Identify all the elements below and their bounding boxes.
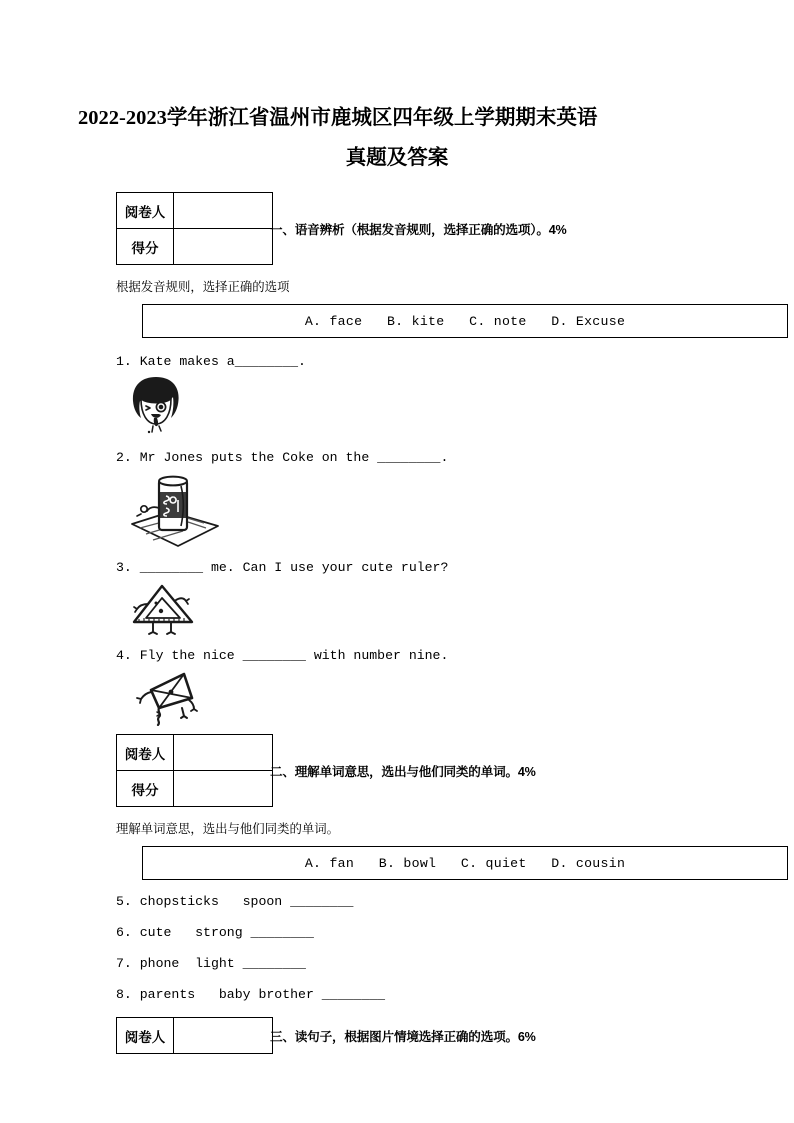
score-value-1[interactable] — [174, 229, 273, 265]
section-heading-3: 三、读句子，根据图片情境选择正确的选项。6% — [270, 1029, 536, 1044]
reviewer-label-3: 阅卷人 — [117, 1018, 174, 1054]
question-8-text: parents baby brother ________ — [139, 987, 386, 1002]
score-label-1: 得分 — [117, 229, 174, 265]
question-4-number: 4. — [116, 648, 132, 663]
options-box-1 — [142, 304, 788, 338]
question-8 — [0, 985, 794, 1005]
coke-can-on-note-icon — [126, 470, 222, 554]
question-1 — [0, 352, 794, 372]
girl-face-silly-icon — [126, 374, 186, 436]
question-3-image — [0, 580, 794, 646]
section-heading-2: 二、理解单词意思，选出与他们同类的单词。4% — [270, 764, 536, 779]
question-7-number: 7. — [116, 956, 132, 971]
question-7-text: phone light ________ — [139, 956, 306, 971]
score-value-2[interactable] — [174, 771, 273, 807]
table-row — [117, 771, 273, 807]
question-6 — [0, 923, 794, 943]
question-2-image — [0, 470, 794, 558]
page-title-line-1: 2022-2023学年浙江省温州市鹿城区四年级上学期期末英语 — [78, 107, 598, 129]
question-6-number: 6. — [116, 925, 132, 940]
reviewer-label-2: 阅卷人 — [117, 735, 174, 771]
grader-table-3 — [116, 1017, 273, 1054]
section-header-3 — [0, 1017, 794, 1053]
question-5 — [0, 892, 794, 912]
options-box-2 — [142, 846, 788, 880]
question-list-2 — [0, 892, 794, 1005]
options-text-2: A. fan B. bowl C. quiet D. cousin — [304, 855, 626, 871]
reviewer-value-2[interactable] — [174, 735, 273, 771]
kite-character-icon — [126, 668, 204, 726]
question-4-image — [0, 668, 794, 730]
question-3-number: 3. — [116, 560, 132, 575]
question-3-text: ________ me. Can I use your cute ruler? — [139, 560, 449, 575]
question-3 — [0, 558, 794, 578]
question-5-number: 5. — [116, 894, 132, 909]
section-instruction-2: 理解单词意思，选出与他们同类的单词。 — [116, 822, 340, 836]
section-header-2 — [0, 734, 794, 806]
reviewer-value-1[interactable] — [174, 193, 273, 229]
question-7 — [0, 954, 794, 974]
page-title — [0, 0, 794, 178]
question-4-text: Fly the nice ________ with number nine. — [139, 648, 449, 663]
question-1-text: Kate makes a________. — [139, 354, 306, 369]
section-heading-1: 一、语音辨析（根据发音规则，选择正确的选项）。4% — [270, 222, 567, 237]
grader-table-1 — [116, 192, 273, 265]
section-header-1 — [0, 192, 794, 264]
question-1-image — [0, 374, 794, 448]
table-row — [117, 1018, 273, 1054]
reviewer-label-1: 阅卷人 — [117, 193, 174, 229]
table-row — [117, 229, 273, 265]
score-label-2: 得分 — [117, 771, 174, 807]
triangle-ruler-character-icon — [126, 580, 198, 638]
page-title-line-2: 真题及答案 — [345, 147, 449, 169]
grader-table-2 — [116, 734, 273, 807]
table-row — [117, 193, 273, 229]
options-text-1: A. face B. kite C. note D. Excuse — [304, 313, 626, 329]
question-5-text: chopsticks spoon ________ — [139, 894, 354, 909]
reviewer-value-3[interactable] — [174, 1018, 273, 1054]
question-2 — [0, 448, 794, 468]
question-2-text: Mr Jones puts the Coke on the ________. — [139, 450, 449, 465]
section-instruction-1: 根据发音规则，选择正确的选项 — [116, 280, 290, 294]
question-6-text: cute strong ________ — [139, 925, 314, 940]
table-row — [117, 735, 273, 771]
question-4 — [0, 646, 794, 666]
question-2-number: 2. — [116, 450, 132, 465]
question-1-number: 1. — [116, 354, 132, 369]
question-8-number: 8. — [116, 987, 132, 1002]
